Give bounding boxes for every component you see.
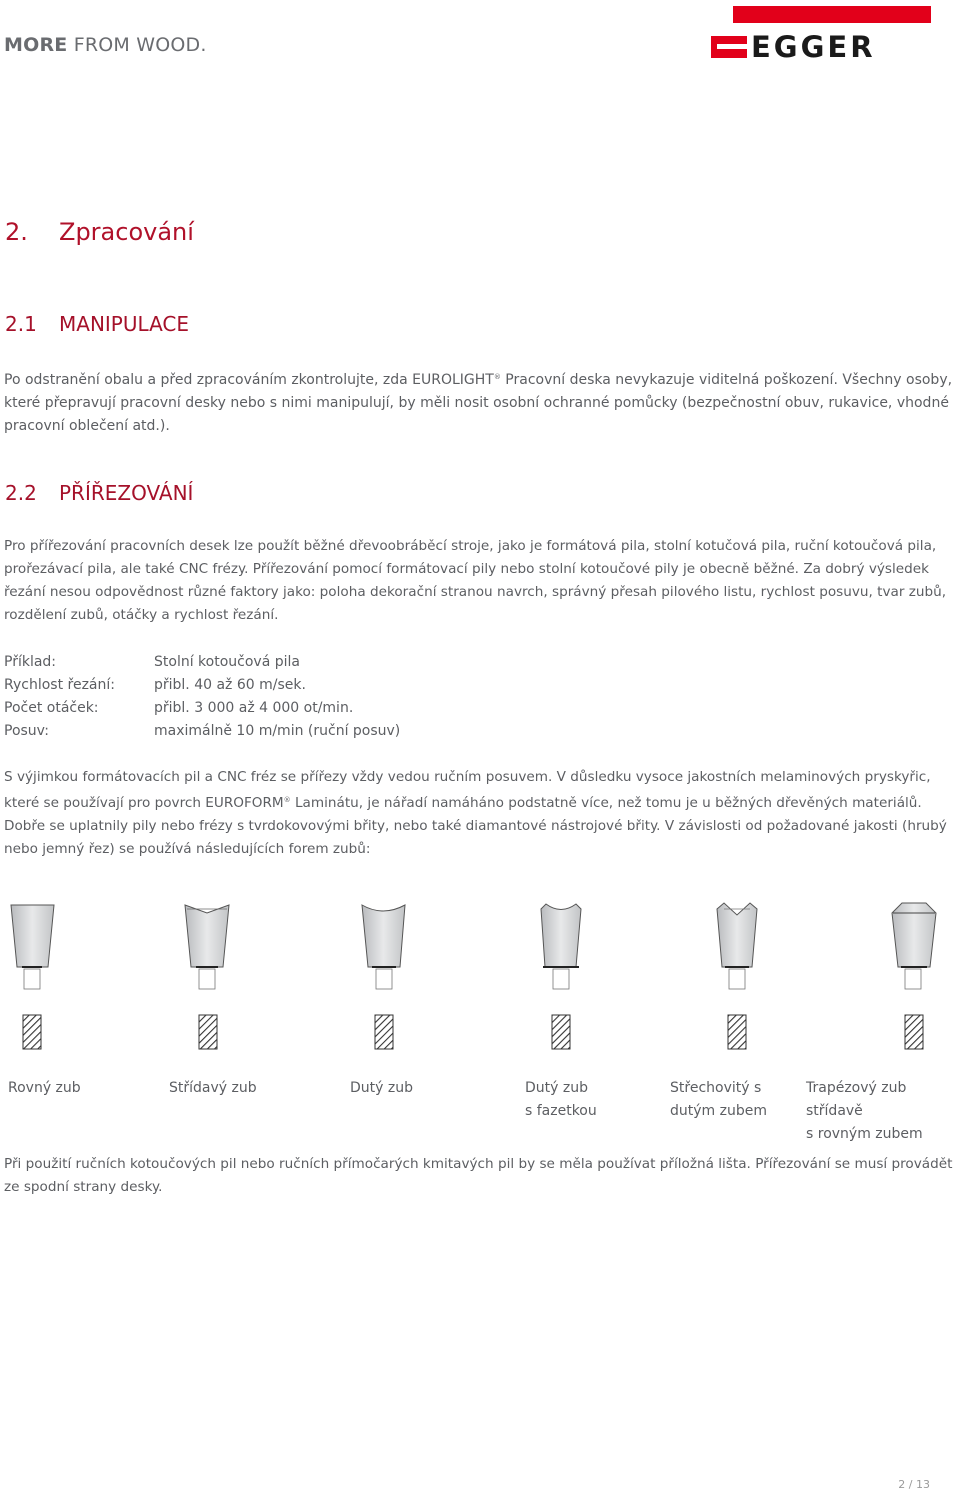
- spec-label: Počet otáček:: [4, 700, 99, 716]
- spec-value: přibl. 3 000 až 4 000 ot/min.: [154, 700, 354, 716]
- heading-manipulace: [5, 312, 189, 336]
- tooth-caption: Trapézový zub střídavě s rovným zubem: [806, 1080, 923, 1142]
- heading-number: 2.1: [5, 312, 37, 336]
- tooth-straight: [11, 905, 54, 1049]
- tooth-caption: Dutý zub: [350, 1080, 413, 1096]
- para-text: S výjimkou formátovacích pil a CNC fréz se přířezy vždy vedou ručním posuvem. V důsledku vysoce jakostních melaminových pryskyřic, které se používají pro povrch EUROFORM: [4, 769, 931, 811]
- tooth-shapes-illustration: [0, 895, 960, 1055]
- spec-label: Příklad:: [4, 654, 57, 670]
- cnc-paragraph: [4, 766, 956, 861]
- section-number: 2.: [5, 218, 28, 246]
- section-title-text: Zpracování: [59, 218, 194, 246]
- heading-title: PŘÍŘEZOVÁNÍ: [59, 481, 194, 505]
- tooth-roof-hollow: [717, 903, 757, 1049]
- example-spec-list: [4, 651, 604, 743]
- registered-mark: ®: [283, 796, 291, 804]
- manipulace-paragraph: [4, 366, 956, 438]
- logo-text: EGGER: [751, 30, 876, 58]
- spec-value: maximálně 10 m/min (ruční posuv): [154, 723, 401, 739]
- tooth-alternate: [185, 905, 229, 1049]
- section-title: [5, 218, 194, 246]
- prirezovani-paragraph: Pro přířezování pracovních desek lze použít běžné dřevoobráběcí stroje, jako je formátová pila, stolní kotučová pila, ruční kotoučová pila, prořezávací pila, ale také CNC frézy. Přířezování pomocí formátovací pily nebo stolní kotoučové pily je obecně běžné. Za dobrý výsledek řezání nesou odpovědnost různé faktory jako: poloha dekorační stranou navrch, správný přesah pilového listu, rychlost posuvu, tvar zubů, rozdělení zubů, otáčky a rychlost řezání.: [4, 538, 947, 623]
- tooth-hollow-chamfer: [541, 904, 581, 1049]
- tooth-trapezoid: [892, 903, 936, 1049]
- heading-prirezovani: [5, 481, 193, 505]
- egger-logo: [711, 6, 931, 58]
- spec-row: [4, 651, 604, 674]
- tagline-rest: FROM WOOD.: [67, 34, 207, 56]
- para-text: Pracovní deska nevykazuje viditelná poškození. Všechny osoby, které přepravují pracovní desky nebo s nimi manipulují, by měli nosit osobní ochranné pomůcky (bezpečnostní obuv, rukavice, vhodné pracovní oblečení atd.).: [4, 372, 953, 434]
- para-text: Laminátu, je nářadí namáháno podstatně více, než tomu je u běžných dřevěných materiálů. Dobře se uplatnily pily nebo frézy s tvrdokovovými břity, nebo také diamantové nástrojové břity. V závislosti od požadované jakosti (hrubý nebo jemný řez) se používá následujících forem zubů:: [4, 795, 947, 857]
- spec-row: [4, 697, 604, 720]
- tagline-bold: MORE: [4, 34, 68, 56]
- spec-label: Rychlost řezání:: [4, 677, 115, 693]
- spec-row: [4, 720, 604, 743]
- heading-title: MANIPULACE: [59, 312, 190, 336]
- tooth-caption: Rovný zub: [8, 1080, 81, 1096]
- closing-paragraph: Při použití ručních kotoučových pil nebo ručních přímočarých kmitavých pil by se měla používat příložná lišta. Přířezování se musí provádět ze spodní strany desky.: [4, 1156, 953, 1195]
- heading-number: 2.2: [5, 481, 37, 505]
- para-text: Po odstranění obalu a před zpracováním zkontrolujte, zda EUROLIGHT: [4, 372, 494, 388]
- tooth-caption: Střídavý zub: [169, 1080, 257, 1096]
- spec-row: [4, 674, 604, 697]
- spec-value: přibl. 40 až 60 m/sek.: [154, 677, 306, 693]
- registered-mark: ®: [493, 373, 501, 381]
- spec-value: Stolní kotoučová pila: [154, 654, 300, 670]
- tooth-caption: Dutý zub s fazetkou: [525, 1080, 597, 1119]
- tooth-caption: Střechovitý s dutým zubem: [670, 1080, 767, 1119]
- spec-label: Posuv:: [4, 723, 49, 739]
- brand-tagline: [4, 34, 207, 56]
- page-number: 2 / 13: [898, 1478, 930, 1491]
- tooth-hollow: [362, 905, 405, 1049]
